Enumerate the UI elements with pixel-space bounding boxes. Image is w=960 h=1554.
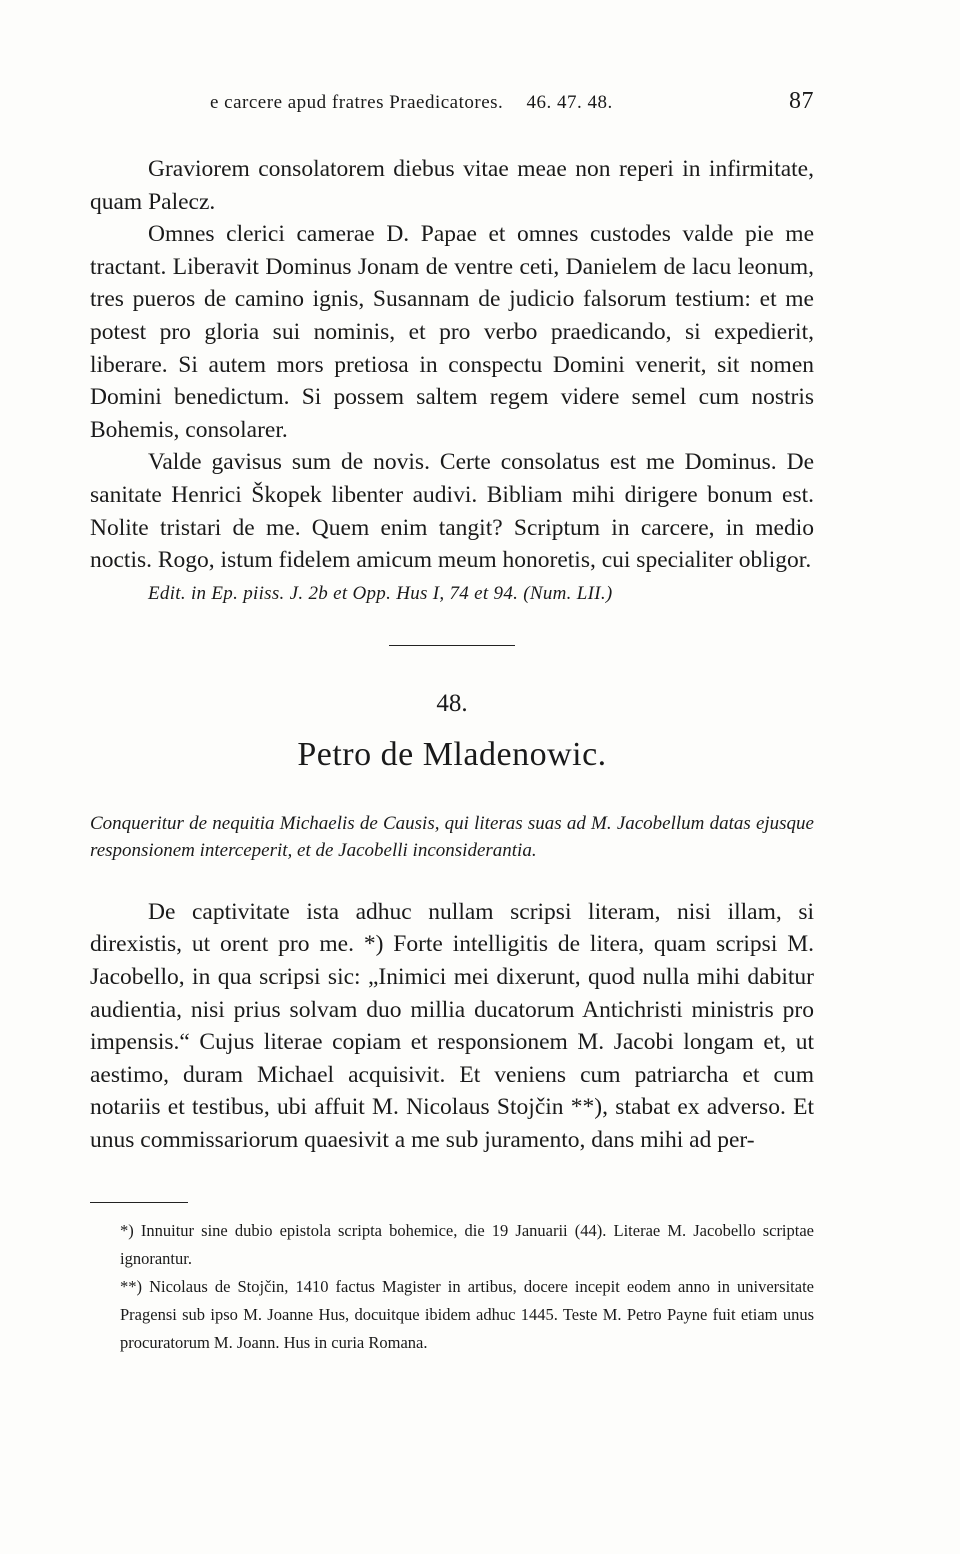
letter-title: Petro de Mladenowic. — [297, 735, 607, 773]
section-divider — [389, 645, 515, 646]
running-head-title — [210, 92, 613, 114]
page-number: 87 — [789, 88, 814, 114]
running-head-letter-numbers: 46. 47. 48. — [526, 92, 613, 113]
prev-letter-paragraph: Valde gavisus sum de novis. Certe consolatus est me Dominus. De sanitate Henrici Škopek libenter audivi. Bibliam mihi dirigere bonum est. Nolite tristari de me. Quem enim tangit? Scriptum in carcere, in medio noctis. Rogo, istum fidelem amicum meum honoretis, cui specialiter obligor. — [90, 449, 814, 574]
letter-body: De captivitate ista adhuc nullam scripsi literam, nisi illam, si direxistis, ut orent pro me. *) Forte intelligitis de litera, quam scripsi M. Jacobello, in qua scripsi sic: „Inimici mei dixerunt, quod nulla mihi dabitur audientia, nisi prius solvam duo millia ducatorum Antichristi ministris pro impensis.“ Cujus literae copiam et responsionem M. Jacobi longam et, ut aestimo, duram Michael acquisivit. Et veniens cum patriarcha et cum notariis et testibus, ubi affuit M. Nicolaus Stojčin **), stabat ex adverso. Et unus commissariorum quaesivit a me sub juramento, dans mihi ad per- — [90, 898, 814, 1153]
book-page — [90, 88, 814, 1357]
footnotes — [90, 1217, 814, 1357]
footnote — [90, 1217, 814, 1273]
running-head — [90, 88, 814, 115]
letter-number: 48. — [436, 689, 468, 717]
footnote — [90, 1273, 814, 1357]
edition-note: Edit. in Ep. piiss. J. 2b et Opp. Hus I, 74 et 94. (Num. LII.) — [148, 582, 613, 604]
footnote-text: Nicolaus de Stojčin, 1410 factus Magister in artibus, docere incepit eodem anno in universitate Pragensi sub ipso M. Joanne Hus, docuitque ibidem adhuc 1445. Teste M. Petro Payne fuit etiam unus procuratorum M. Joann. Hus in curia Romana. — [120, 1277, 815, 1353]
letter-summary: Conqueritur de nequitia Michaelis de Causis, qui literas suas ad M. Jacobellum datas ejusque responsionem interceperit, et de Jacobelli inconsiderantia. — [90, 812, 814, 861]
running-head-title-text: e carcere apud fratres Praedicatores. — [210, 92, 504, 113]
footnote-mark: *) — [120, 1221, 134, 1241]
prev-letter-paragraph: Omnes clerici camerae D. Papae et omnes custodes valde pie me tractant. Liberavit Dominus Jonam de ventre ceti, Danielem de lacu leonum, tres pueros de camino ignis, Susannam de judicio falsorum testium: et me potest pro gloria sui nominis, et pro verbo praedicando, si expedierit, liberare. Si autem mors pretiosa in conspectu Domini venerit, sit nomen Domini benedictum. Si possem saltem regem videre semel cum nostris Bohemis, consolarer. — [90, 221, 814, 443]
footnote-divider — [90, 1202, 188, 1203]
footnote-text: Innuitur sine dubio epistola scripta bohemice, die 19 Januarii (44). Literae M. Jacobello scriptae ignorantur. — [120, 1221, 814, 1269]
prev-letter-paragraph: Graviorem consolatorem diebus vitae meae non reperi in infirmitate, quam Palecz. — [90, 156, 814, 215]
footnote-mark: **) — [120, 1277, 142, 1297]
